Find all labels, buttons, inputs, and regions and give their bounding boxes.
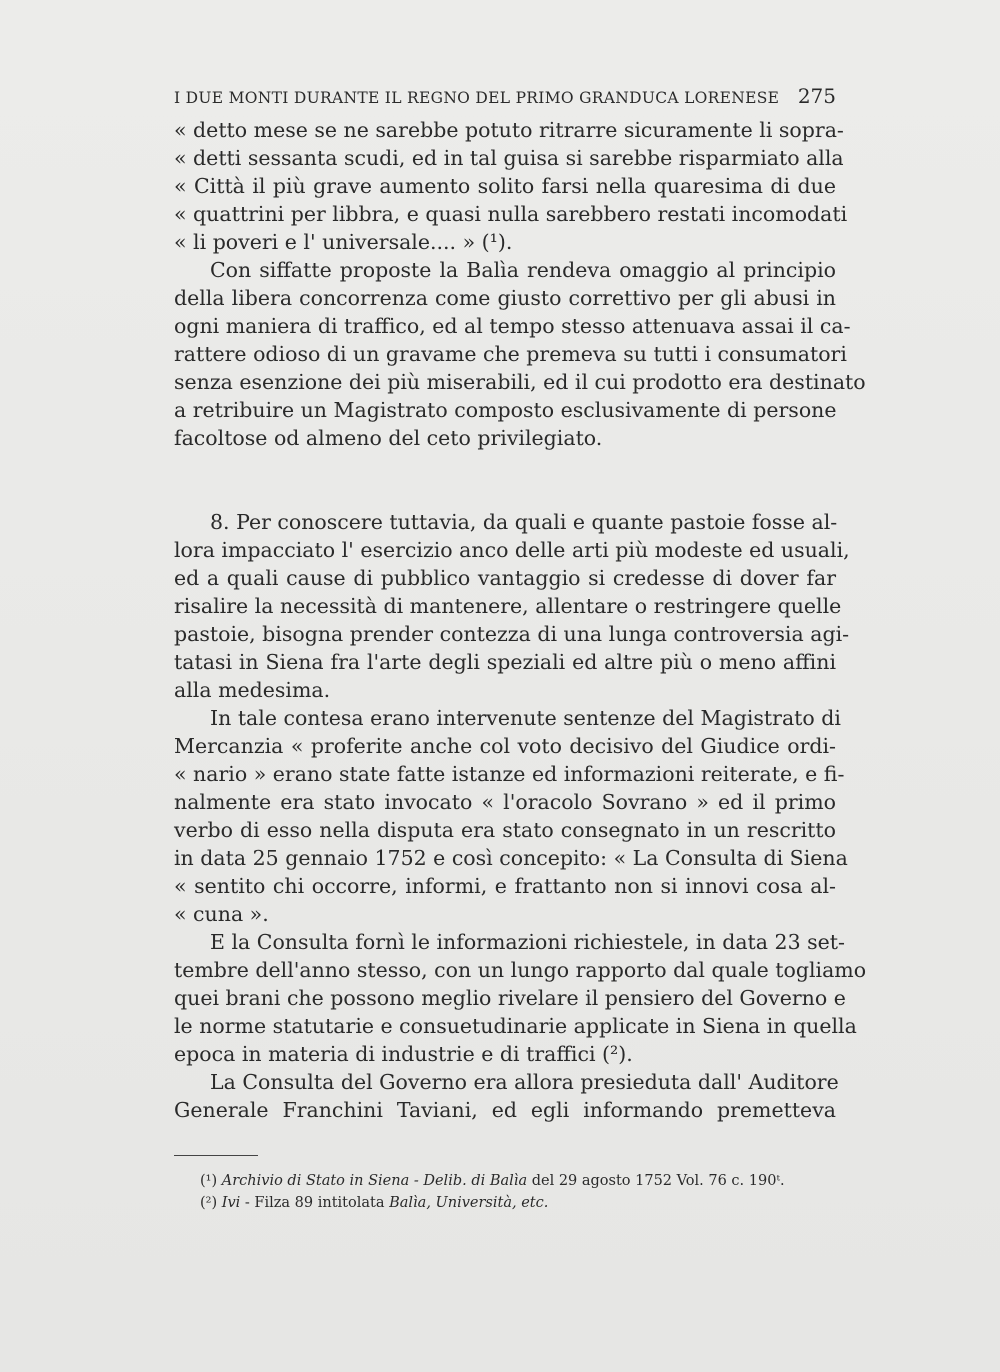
text-line: in data 25 gennaio 1752 e così concepito: « La Consulta di Siena (174, 846, 848, 870)
text-line: « quattrini per libbra, e quasi nulla sarebbero restati incomodati (174, 202, 848, 226)
text-line: a retribuire un Magistrato composto esclusivamente di persone (174, 398, 837, 422)
footnote-rule (174, 1155, 258, 1156)
text-line: In tale contesa erano intervenute sentenze del Magistrato di (210, 706, 841, 730)
footnote-1 (200, 1170, 840, 1192)
text-line: ogni maniera di traffico, ed al tempo stesso attenuava assai il ca- (174, 314, 851, 338)
text-line: E la Consulta fornì le informazioni richiestele, in data 23 set- (210, 930, 845, 954)
section-gap (174, 452, 836, 508)
text-line: verbo di esso nella disputa era stato consegnato in un rescritto (174, 818, 836, 842)
text-line: La Consulta del Governo era allora presieduta dall' Auditore (210, 1070, 839, 1094)
text-line: Con siffatte proposte la Balìa rendeva omaggio al principio (210, 258, 836, 282)
footnote-mark: (¹) (200, 1173, 218, 1189)
text-line: 8. Per conoscere tuttavia, da quali e quante pastoie fosse al- (210, 510, 838, 534)
footnote-title: Balìa, Università, etc. (389, 1195, 549, 1211)
footnote-source: Ivi (221, 1195, 241, 1211)
text-line: « nario » erano state fatte istanze ed informazioni reiterate, e fi- (174, 762, 845, 786)
text-line: « li poveri e l' universale.... » (¹). (174, 230, 513, 254)
text-line: quei brani che possono meglio rivelare il pensiero del Governo e (174, 986, 846, 1010)
text-line: « sentito chi occorre, informi, e frattanto non si innovi cosa al- (174, 874, 836, 898)
text-line: « Città il più grave aumento solito farsi nella quaresima di due (174, 174, 836, 198)
text-line: lora impacciato l' esercizio anco delle arti più modeste ed usuali, (174, 538, 850, 562)
text-line: Generale Franchini Taviani, ed egli informando premetteva (174, 1098, 836, 1122)
text-line: « detti sessanta scudi, ed in tal guisa si sarebbe risparmiato alla (174, 146, 844, 170)
text-line: pastoie, bisogna prender contezza di una lunga controversia agi- (174, 622, 850, 646)
text-line: le norme statutarie e consuetudinarie applicate in Siena in quella (174, 1014, 857, 1038)
text-line: tembre dell'anno stesso, con un lungo rapporto dal quale togliamo (174, 958, 867, 982)
footnotes (200, 1170, 840, 1214)
footnote-mark: (²) (200, 1195, 218, 1211)
text-line: epoca in materia di industrie e di traffici (²). (174, 1042, 633, 1066)
text-line: risalire la necessità di mantenere, allentare o restringere quelle (174, 594, 842, 618)
body-text (174, 116, 867, 1124)
text-line: rattere odioso di un gravame che premeva su tutti i consumatori (174, 342, 847, 366)
page-number: 275 (797, 84, 836, 108)
footnote-source: Archivio di Stato in Siena - Delib. di Balìa (221, 1173, 528, 1189)
running-head (174, 84, 836, 112)
text-line: facoltose od almeno del ceto privilegiato. (174, 426, 603, 450)
footnote-detail: - Filza 89 intitolata (244, 1195, 385, 1211)
text-line: « detto mese se ne sarebbe potuto ritrarre sicuramente li sopra- (174, 118, 844, 142)
text-line: alla medesima. (174, 678, 331, 702)
footnote-detail: del 29 agosto 1752 Vol. 76 c. 190ᵗ. (531, 1173, 785, 1189)
text-line: « cuna ». (174, 902, 269, 926)
text-line: ed a quali cause di pubblico vantaggio si credesse di dover far (174, 566, 836, 590)
text-line: Mercanzia « proferite anche col voto decisivo del Giudice ordi- (174, 734, 836, 758)
text-line: senza esenzione dei più miserabili, ed il cui prodotto era destinato (174, 370, 866, 394)
running-head-title: I DUE MONTI DURANTE IL REGNO DEL PRIMO GRANDUCA LORENESE (174, 89, 780, 107)
text-line: nalmente era stato invocato « l'oracolo Sovrano » ed il primo (174, 790, 836, 814)
text-line: della libera concorrenza come giusto correttivo per gli abusi in (174, 286, 836, 310)
footnote-2 (200, 1192, 840, 1214)
text-line: tatasi in Siena fra l'arte degli speziali ed altre più o meno affini (174, 650, 836, 674)
